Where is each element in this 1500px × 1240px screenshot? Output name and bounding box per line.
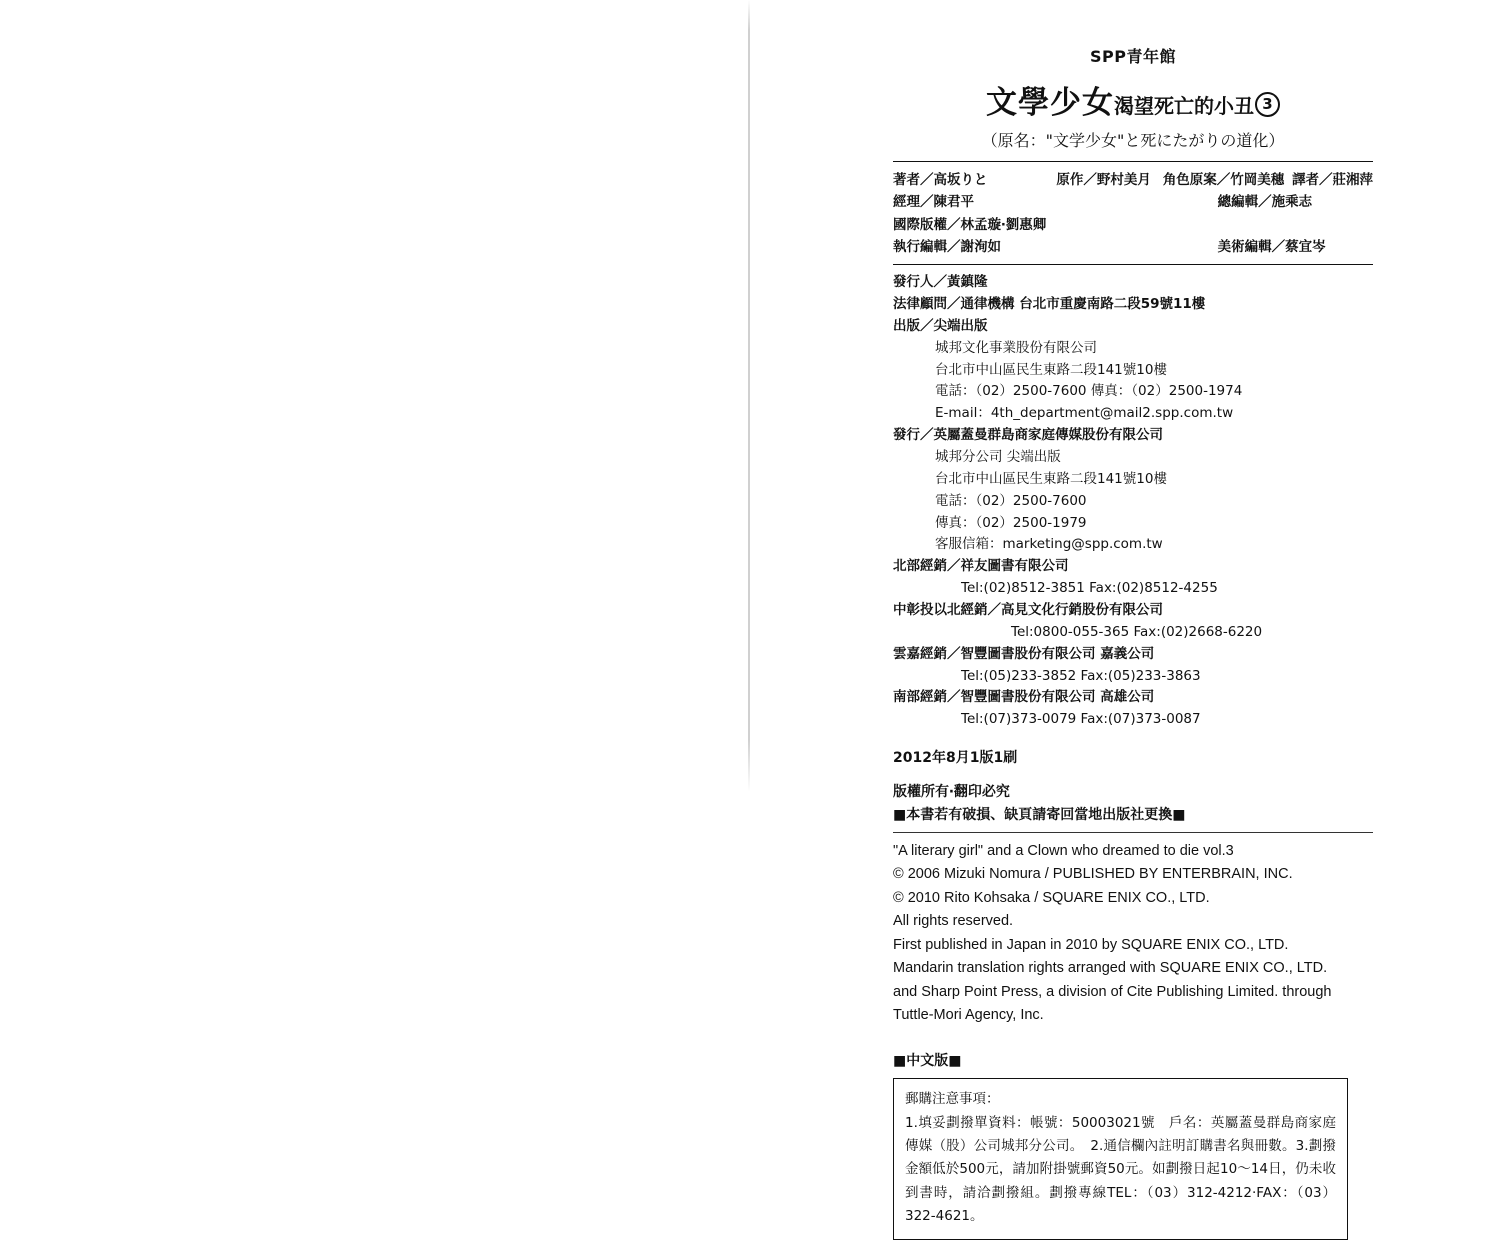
staff-row <box>893 214 1373 236</box>
english-copyright-block <box>893 840 1373 1028</box>
staff-row <box>893 169 1373 191</box>
rights-notice-2: ■本書若有破損、缺頁請寄回當地出版社更換■ <box>893 806 1186 823</box>
mail-order-notice-box <box>893 1078 1348 1240</box>
publisher-line: 傳真：（02）2500-1979 <box>935 514 1087 531</box>
book-title-main: 文學少女 <box>986 85 1114 121</box>
mail-order-body: 1.填妥劃撥單資料：帳號：50003021號 戶名：英屬蓋曼群島商家庭傳媒（股）公司城邦分公司。 2.通信欄內註明訂購書名與冊數。3.劃撥金額低於500元，請加附掛號郵資50元。如劃撥日起10～14日，仍未收到書時，請洽劃撥組。劃撥專線TEL：（03）312-4212‧FAX：（03）322-4621。 <box>905 1114 1336 1224</box>
staff-manager: 經理／陳君平 <box>893 194 974 211</box>
staff-blank-2 <box>1090 236 1218 258</box>
english-line: "A literary girl" and a Clown who dreamed to die vol.3 <box>893 842 1234 859</box>
divider-before-english <box>893 832 1373 833</box>
book-gutter-seam <box>748 0 750 792</box>
book-title-row <box>893 77 1373 122</box>
english-line: Mandarin translation rights arranged with SQUARE ENIX CO., LTD. <box>893 960 1328 977</box>
publisher-line: Tel:(02)8512-3851 Fax:(02)8512-4255 <box>961 580 1218 597</box>
english-line: All rights reserved. <box>893 913 1014 930</box>
staff-editor-in-chief: 總編輯／施乘志 <box>1217 194 1313 211</box>
publisher-line: 法律顧問／通律機構 台北市重慶南路二段59號11樓 <box>893 295 1206 312</box>
publisher-line: E-mail：4th_department@mail2.spp.com.tw <box>935 405 1234 422</box>
english-line: and Sharp Point Press, a division of Cite Publishing Limited. through <box>893 983 1332 1000</box>
imprint-label: SPP青年館 <box>1090 47 1176 66</box>
publisher-line: Tel:(07)373-0079 Fax:(07)373-0087 <box>961 711 1201 728</box>
chinese-edition-label: ■中文版■ <box>893 1052 962 1069</box>
english-line: Tuttle-Mori Agency, Inc. <box>893 1007 1044 1024</box>
staff-row <box>893 236 1373 258</box>
staff-credits <box>893 169 1373 258</box>
original-title: （原名："文学少女"と死にたがりの道化） <box>981 131 1285 150</box>
book-title-subtitle: 渴望死亡的小丑 <box>1114 94 1254 118</box>
volume-number-badge: 3 <box>1255 92 1280 117</box>
publisher-line: 電話：（02）2500-7600 <box>935 492 1087 509</box>
english-line: First published in Japan in 2010 by SQUARE ENIX CO., LTD. <box>893 936 1289 953</box>
publisher-line: 發行／英屬蓋曼群島商家庭傳媒股份有限公司 <box>893 427 1163 444</box>
english-line: © 2006 Mizuki Nomura / PUBLISHED BY ENTERBRAIN, INC. <box>893 866 1293 883</box>
publisher-line: 北部經銷／祥友圖書有限公司 <box>893 558 1069 575</box>
publisher-line: 南部經銷／智豐圖書股份有限公司 高雄公司 <box>893 689 1155 706</box>
publisher-line: 台北市中山區民生東路二段141號10樓 <box>935 470 1167 487</box>
colophon-content <box>893 44 1373 1240</box>
publisher-line: 出版／尖端出版 <box>893 317 988 334</box>
staff-translator: 譯者／莊湘萍 <box>1292 172 1374 188</box>
publisher-line: Tel:0800-055-365 Fax:(02)2668-6220 <box>1011 623 1263 640</box>
publisher-line: Tel:(05)233-3852 Fax:(05)233-3863 <box>961 667 1201 684</box>
publisher-line: 中彰投以北經銷／高見文化行銷股份有限公司 <box>893 601 1163 618</box>
divider-top <box>893 161 1373 162</box>
staff-international-rights: 國際版權／林孟璇‧劉惠卿 <box>893 216 1047 233</box>
publisher-line: 雲嘉經銷／智豐圖書股份有限公司 嘉義公司 <box>893 645 1155 662</box>
print-date: 2012年8月1版1刷 <box>893 750 1018 767</box>
english-line: © 2010 Rito Kohsaka / SQUARE ENIX CO., LTD. <box>893 889 1210 906</box>
staff-row <box>893 191 1373 213</box>
rights-notice-1: 版權所有‧翻印必究 <box>893 784 1010 801</box>
publisher-block <box>893 272 1373 731</box>
divider-staff-bottom <box>893 264 1373 265</box>
publisher-line: 電話：（02）2500-7600 傳真：（02）2500-1974 <box>935 383 1243 400</box>
staff-art-editor: 美術編輯／蔡宜岑 <box>1217 238 1326 255</box>
publisher-line: 城邦分公司 尖端出版 <box>935 448 1061 465</box>
staff-character-design: 角色原案／竹岡美穗 <box>1162 172 1285 188</box>
publisher-line: 城邦文化事業股份有限公司 <box>935 339 1097 356</box>
publisher-line: 台北市中山區民生東路二段141號10樓 <box>935 361 1167 378</box>
publisher-line: 發行人／黃鎮隆 <box>893 274 988 291</box>
staff-executive-editor: 執行編輯／謝洵如 <box>893 238 1001 255</box>
staff-original-work: 原作／野村美月 <box>1056 172 1151 188</box>
staff-blank-1 <box>1090 191 1218 213</box>
mail-order-title: 郵購注意事項： <box>905 1090 1000 1107</box>
staff-author: 著者／高坂りと <box>893 172 988 188</box>
publisher-line: 客服信箱：marketing@spp.com.tw <box>935 536 1163 553</box>
